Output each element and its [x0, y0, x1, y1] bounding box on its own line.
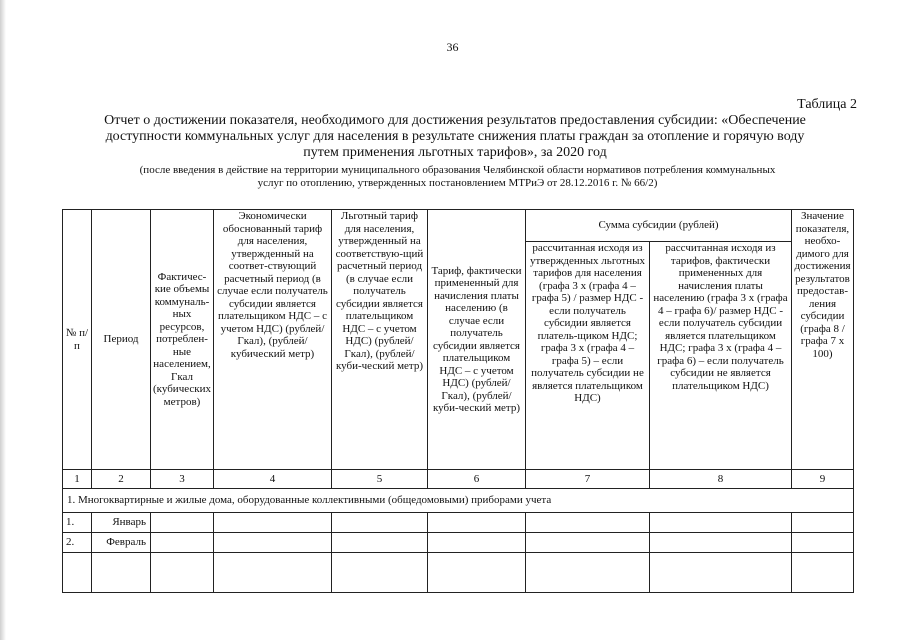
- column-number-cell: 9: [792, 470, 854, 489]
- table-cell: [650, 533, 792, 553]
- header-cell-economic-tariff: Экономически обоснованный тариф для населения, утвержденный на соответ-ствующий расчетный период (в случае если получатель субсидии является плательщиком НДС – с учетом НДС) (рублей/Гкал), (рублей/кубический метр): [214, 210, 332, 470]
- title-line: путем применения льготных тарифов», за 2020 год: [303, 145, 607, 160]
- header-cell-volume: Фактичес-кие объемы коммуналь-ных ресурсов, потреблен-ные населением, Гкал (кубических метров): [151, 210, 214, 470]
- table-cell: [151, 553, 214, 593]
- column-number-cell: 3: [151, 470, 214, 489]
- row-number: 1.: [63, 513, 92, 533]
- table-row-partial: [63, 553, 854, 593]
- table-cell: [526, 553, 650, 593]
- table-cell: [332, 553, 428, 593]
- report-table: [62, 209, 854, 593]
- header-cell-subsidy-approved: рассчитанная исходя из утвержденных льготных тарифов для населения (графа 3 х (графа 4 – графа 5) / размер НДС - если получатель субсидии является платель-щиком НДС; графа 3 х (графа 4 – графа 5) – если получатель субсидии не является плательщиком НДС): [526, 242, 650, 470]
- section-title: 1. Многоквартирные и жилые дома, оборудованные коллективными (общедомовыми) приборами учета: [63, 489, 854, 513]
- table-cell: [151, 533, 214, 553]
- table-cell: [650, 553, 792, 593]
- table-cell: [428, 553, 526, 593]
- report-subtitle: [80, 164, 835, 190]
- row-period: Февраль: [92, 533, 151, 553]
- table-label: Таблица 2: [797, 97, 857, 112]
- column-number-row: [63, 470, 854, 489]
- table-row: [63, 513, 854, 533]
- subtitle-line: (после введения в действие на территории муниципального образования Челябинской области нормативов потребления коммунальных: [139, 164, 776, 176]
- table-cell: [428, 513, 526, 533]
- header-cell-num: № п/п: [63, 210, 92, 470]
- table-cell: [92, 553, 151, 593]
- table-cell: [428, 533, 526, 553]
- table-cell: [332, 513, 428, 533]
- scan-edge-shadow: [0, 0, 6, 640]
- table-cell: [63, 553, 92, 593]
- column-number-cell: 1: [63, 470, 92, 489]
- table-cell: [214, 553, 332, 593]
- table-cell: [792, 553, 854, 593]
- table-cell: [526, 533, 650, 553]
- header-row: [63, 210, 854, 242]
- row-period: Январь: [92, 513, 151, 533]
- column-number-cell: 2: [92, 470, 151, 489]
- table-row: [63, 533, 854, 553]
- table-cell: [151, 513, 214, 533]
- subtitle-line: услуг по отоплению, утвержденных постановлением МТРиЭ от 28.12.2016 г. № 66/2): [257, 177, 658, 189]
- section-row: [63, 489, 854, 513]
- header-cell-indicator: Значение показателя, необхо-димого для достижения результатов предостав-ления субсидии (графа 8 / графа 7 х 100): [792, 210, 854, 470]
- header-cell-period: Период: [92, 210, 151, 470]
- header-cell-actual-tariff: Тариф, фактически примененный для начисления платы населению (в случае если получатель субсидии является плательщиком НДС – с учетом НДС) (рублей/Гкал), (рублей/куби-ческий метр): [428, 210, 526, 470]
- table-cell: [792, 513, 854, 533]
- table-cell: [650, 513, 792, 533]
- table-cell: [214, 533, 332, 553]
- column-number-cell: 4: [214, 470, 332, 489]
- page-number: 36: [446, 40, 459, 54]
- title-line: доступности коммунальных услуг для населения в результате снижения платы граждан за отопление и горячую воду: [105, 129, 805, 144]
- table-cell: [526, 513, 650, 533]
- table-cell: [792, 533, 854, 553]
- column-number-cell: 8: [650, 470, 792, 489]
- column-number-cell: 5: [332, 470, 428, 489]
- column-number-cell: 7: [526, 470, 650, 489]
- table-cell: [214, 513, 332, 533]
- header-cell-subsidy-actual: рассчитанная исходя из тарифов, фактически примененных для начисления платы населению (графа 3 х (графа 4 – графа 6)/ размер НДС - если получатель субсидии является плательщиком НДС; графа 3 х (графа 4 – графа 6) – если получатель субсидии не является плательщиком НДС): [650, 242, 792, 470]
- row-number: 2.: [63, 533, 92, 553]
- table-cell: [332, 533, 428, 553]
- column-number-cell: 6: [428, 470, 526, 489]
- header-cell-subsidy-group: Сумма субсидии (рублей): [526, 210, 792, 242]
- title-line: Отчет о достижении показателя, необходимого для достижения результатов предоставления субсидии: «Обеспечение: [104, 113, 806, 128]
- report-title: [60, 113, 850, 161]
- header-cell-preferential-tariff: Льготный тариф для населения, утвержденный на соответствую-щий расчетный период (в случае если получатель субсидии является плательщиком НДС – с учетом НДС) (рублей/Гкал), (рублей/куби-ческий метр): [332, 210, 428, 470]
